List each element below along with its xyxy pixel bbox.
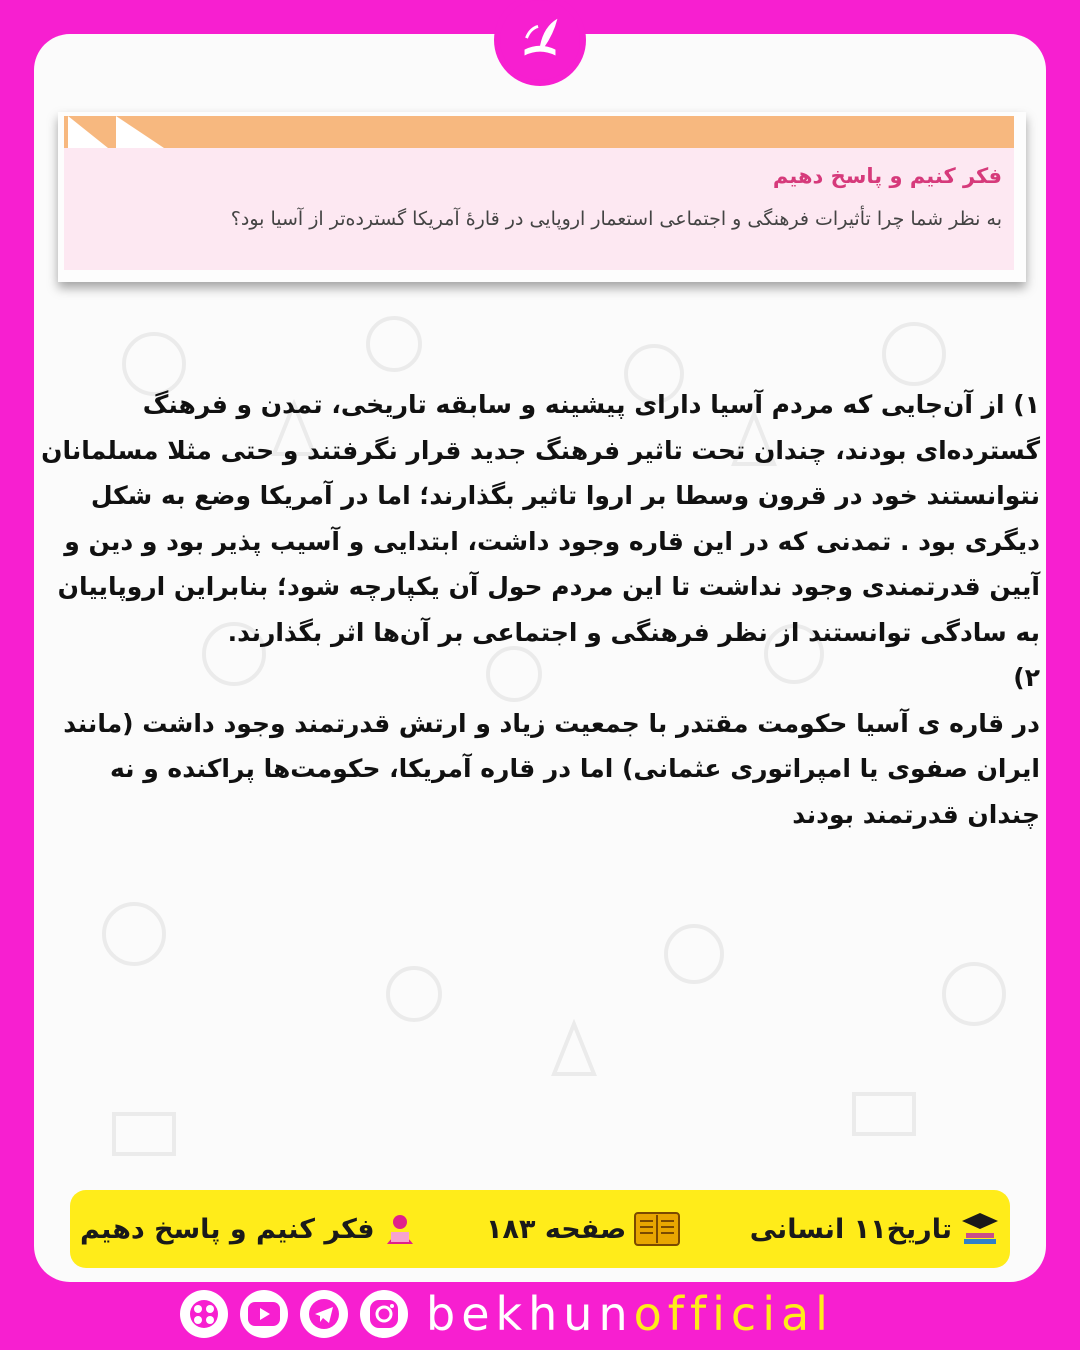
- logo-badge: [500, 0, 580, 80]
- footer-book-label: تاریخ۱۱ انسانی: [749, 1213, 952, 1245]
- answer-paragraph-1: ۱) از آن‌جایی که مردم آسیا دارای پیشینه و سابقه تاریخی، تمدن و فرهنگ گسترده‌ای بودند، چندان تحت تاثیر فرهنگ جدید قرار نگرفتند و حتی مثلا مسلمانان نتوانستند خود در قرون وسطا بر اروا تاثیر بگذارند؛ اما در آمریکا وضع به شکل دیگری بود . تمدنی که در این قاره وجود داشت، ابتدایی و آسیب پذیر بود و دین و آیین قدرتمندی وجود نداشت تا این مردم حول آن یکپارچه شود؛ بنابراین اروپاییان به سادگی توانستند از نظر فرهنگی و اجتماعی بر آن‌ها اثر بگذارند.: [41, 390, 1040, 647]
- graduation-books-icon: [960, 1211, 1000, 1247]
- youtube-icon[interactable]: [240, 1290, 288, 1338]
- question-text: به نظر شما چرا تأثیرات فرهنگی و اجتماعی استعمار اروپایی در قارۀ آمریکا گسترده‌تر از آسیا بود؟: [230, 208, 1002, 230]
- footer-page-label: صفحه ۱۸۳: [486, 1213, 627, 1245]
- student-icon: [383, 1212, 417, 1246]
- question-title: فکر کنیم و پاسخ دهیم: [772, 164, 1002, 188]
- open-book-icon: [634, 1211, 680, 1247]
- handle-part-2: official: [633, 1287, 834, 1341]
- footer-topic: [80, 1212, 417, 1246]
- social-bar: [180, 1288, 900, 1340]
- footer-book: [750, 1211, 1000, 1247]
- question-box: [58, 112, 1026, 282]
- header-arrows-icon: [68, 116, 178, 148]
- bekhun-logo-icon: [511, 11, 569, 69]
- social-handle[interactable]: [426, 1288, 834, 1340]
- answer-text: [40, 382, 1040, 837]
- instagram-icon[interactable]: [360, 1290, 408, 1338]
- answer-label-2: ۲): [1013, 663, 1040, 692]
- footer-page: [486, 1211, 680, 1247]
- answer-paragraph-2: در قاره ی آسیا حکومت مقتدر با جمعیت زیاد و ارتش قدرتمند وجود داشت (مانند ایران صفوی یا امپراتوری عثمانی) اما در قاره آمریکا، حکومت‌ها پراکنده و نه چندان قدرتمند بودند: [63, 708, 1040, 829]
- aparat-icon[interactable]: [180, 1290, 228, 1338]
- question-header-bar: [64, 116, 1014, 148]
- footer-topic-label: فکر کنیم و پاسخ دهیم: [80, 1213, 375, 1245]
- telegram-icon[interactable]: [300, 1290, 348, 1338]
- handle-part-1: bekhun: [426, 1287, 634, 1341]
- footer-bar: [70, 1190, 1010, 1268]
